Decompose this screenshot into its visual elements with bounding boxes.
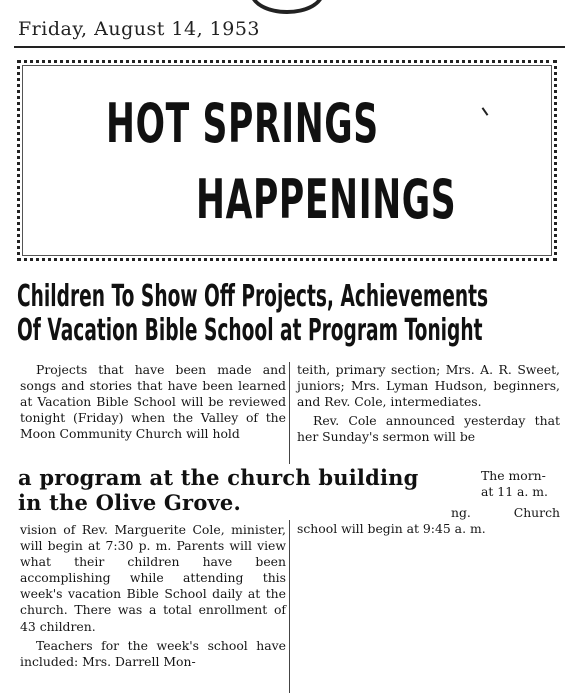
article-right-column-bottom (297, 505, 560, 537)
inserted-text-line1: a program at the church building (18, 465, 419, 490)
right-fragment-line1: The morn- (481, 468, 546, 483)
banner-title-line1: HOT SPRINGS (106, 92, 379, 155)
banner-title-line2: HAPPENINGS (196, 168, 457, 231)
masthead-ornament (250, 0, 324, 14)
article-right-column-top (297, 362, 560, 445)
headline-line1: Children To Show Off Projects, Achievements (17, 279, 489, 314)
article-left-column-bottom (20, 522, 286, 670)
dateline: Friday, August 14, 1953 (18, 18, 261, 40)
paragraph-teachers: Teachers for the week's school have included: Mrs. Darrell Mon- (20, 637, 286, 669)
headline-line2: Of Vacation Bible School at Program Tonight (17, 313, 483, 348)
dateline-rule (14, 46, 565, 48)
column-divider (289, 362, 290, 693)
inserted-text-line2: in the Olive Grove. (18, 490, 241, 515)
paragraph-program-details: vision of Rev. Marguerite Cole, minister, will begin at 7:30 p. m. Parents will view what their children have been accomplishing while attending this week's vacation Bible School daily at the church. There was a total enrollment of 43 children. (20, 522, 286, 634)
article-left-column-top (20, 362, 286, 442)
paragraph-staff: teith, primary section; Mrs. A. R. Sweet, juniors; Mrs. Lyman Hudson, beginners, and Rev. Cole, intermediates. (297, 362, 560, 410)
paragraph-church-school: ng. Church school will begin at 9:45 a. m. (297, 505, 560, 537)
paragraph-announcement: Rev. Cole announced yesterday that her Sunday's sermon will be (297, 413, 560, 445)
right-fragment-line2: at 11 a. m. (481, 484, 548, 499)
paragraph-intro: Projects that have been made and songs and stories that have been learned at Vacation Bible School will be reviewed tonight (Friday) when the Valley of the Moon Community Church will hold (20, 362, 286, 442)
